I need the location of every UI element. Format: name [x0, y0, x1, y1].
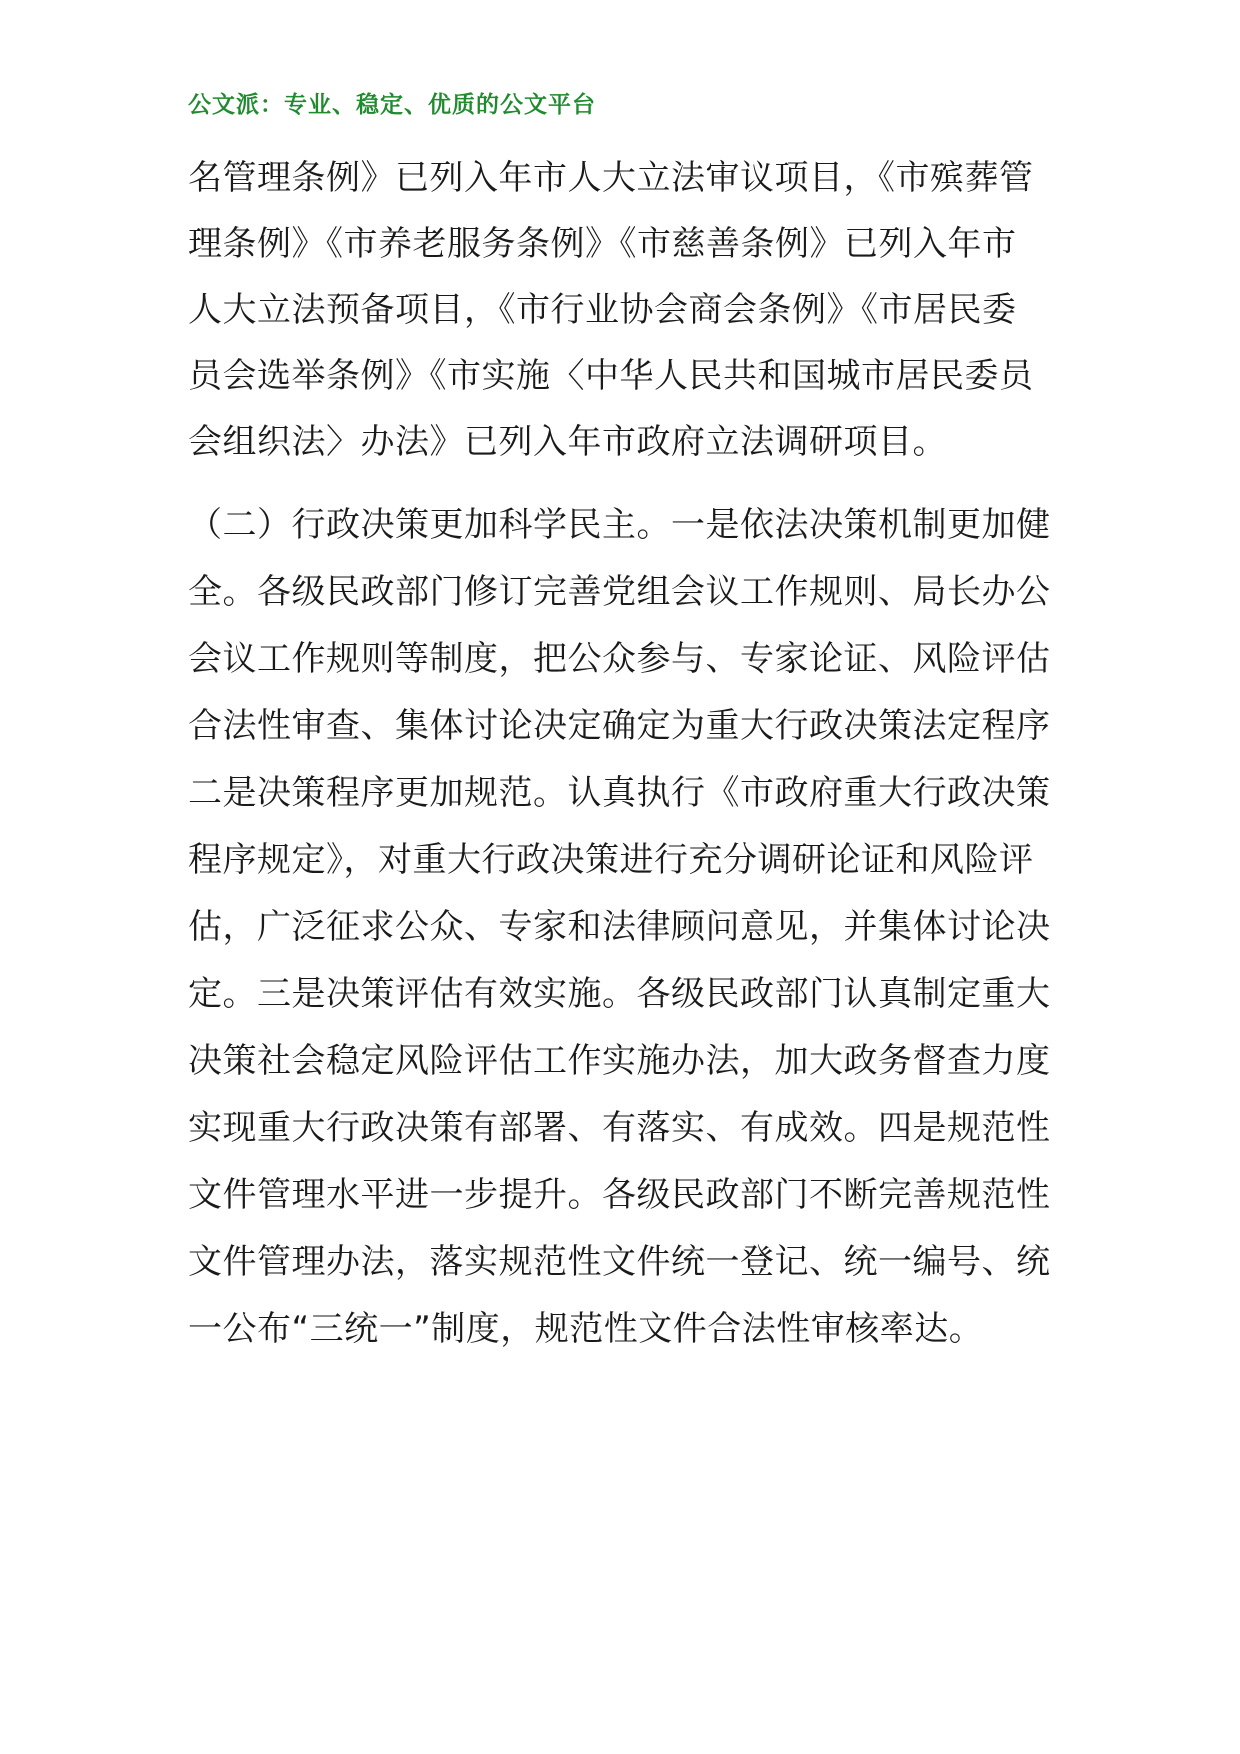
- text-line: 理条例》《市养老服务条例》《市慈善条例》已列入年市: [188, 224, 1017, 264]
- text-line: 合法性审查、集体讨论决定确定为重大行政决策法定程序: [188, 706, 1051, 746]
- text-line: 员会选举条例》《市实施〈中华人民共和国城市居民委员: [188, 356, 1034, 396]
- text-line: 程序规定》，对重大行政决策进行充分调研论证和风险评: [188, 840, 1034, 880]
- text-line: 会组织法〉办法》已列入年市政府立法调研项目。: [188, 422, 947, 462]
- page-header: 公文派：专业、稳定、优质的公文平台: [188, 92, 596, 118]
- text-line: 二是决策程序更加规范。认真执行《市政府重大行政决策: [188, 773, 1051, 813]
- text-line: （二）行政决策更加科学民主。一是依法决策机制更加健: [188, 505, 1051, 545]
- text-line: 估，广泛征求公众、专家和法律顾问意见，并集体讨论决: [188, 907, 1051, 947]
- text-line: 文件管理办法，落实规范性文件统一登记、统一编号、统: [188, 1242, 1051, 1282]
- text-line: 实现重大行政决策有部署、有落实、有成效。四是规范性: [188, 1108, 1051, 1148]
- text-line: 定。三是决策评估有效实施。各级民政部门认真制定重大: [188, 974, 1051, 1014]
- text-line: 决策社会稳定风险评估工作实施办法，加大政务督查力度: [188, 1041, 1051, 1081]
- text-line: 文件管理水平进一步提升。各级民政部门不断完善规范性: [188, 1175, 1051, 1215]
- text-line: 名管理条例》已列入年市人大立法审议项目，《市殡葬管: [188, 158, 1034, 198]
- text-line: 一公布“三统一”制度，规范性文件合法性审核率达。: [188, 1309, 984, 1349]
- text-line: 人大立法预备项目，《市行业协会商会条例》《市居民委: [188, 290, 1017, 330]
- text-line: 会议工作规则等制度，把公众参与、专家论证、风险评估: [188, 639, 1051, 679]
- text-line: 全。各级民政部门修订完善党组会议工作规则、局长办公: [188, 572, 1051, 612]
